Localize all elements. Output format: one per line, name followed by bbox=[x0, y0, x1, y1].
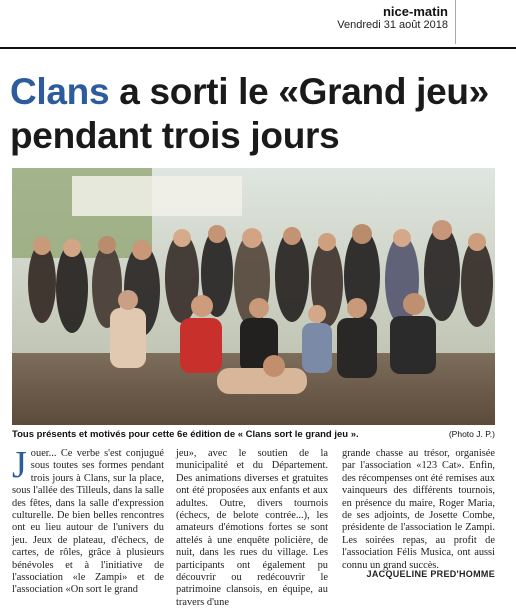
masthead-divider bbox=[455, 0, 456, 44]
article-headline bbox=[10, 70, 510, 158]
publication-date: Vendredi 31 août 2018 bbox=[337, 19, 448, 31]
dropcap: J bbox=[12, 444, 27, 486]
column-3-text: grande chasse au trésor, organisée par l'association «123 Cat». Enfin, des récompenses ont été remises aux vainqueurs des différents tournois, en présence du maire, Roger Maria, de ses adjoints, de Josette Combe, présidente de l'association le Zampi. Les soirées repas, au profit de l'association Félis Musica, ont aussi connu un grand succès. bbox=[342, 448, 495, 571]
group-photo bbox=[12, 168, 495, 425]
photo-credit: (Photo J. P.) bbox=[448, 429, 495, 439]
photo-caption bbox=[12, 429, 495, 443]
masthead-rule bbox=[0, 47, 516, 49]
headline-rest: a sorti le «Grand jeu» pendant trois jours bbox=[10, 71, 489, 156]
article-column-1 bbox=[12, 444, 164, 597]
article-column-2 bbox=[176, 448, 328, 609]
article-column-3 bbox=[342, 448, 495, 572]
masthead bbox=[0, 0, 516, 44]
caption-text: Tous présents et motivés pour cette 6e édition de « Clans sort le grand jeu ». bbox=[12, 429, 359, 440]
headline-accent: Clans bbox=[10, 71, 110, 112]
column-2-text: jeu», avec le soutien de la municipalité et du Département. Des animations diverses et gratuites ont été proposées aux enfants et aux adultes. Outre, divers tournois (échecs, de belote contrée...), les amateurs d'émotions fortes se sont attelés à une enquête policière, de nuit, dans les rues du village. Les participants ont également pu découvrir ou redécouvrir le patrimoine clansois, en équipe, au travers d'une bbox=[176, 448, 328, 608]
author-signature: JACQUELINE PRED'HOMME bbox=[366, 569, 495, 579]
publication-name: nice-matin bbox=[382, 4, 448, 19]
column-1-text: ouer... Ce verbe s'est conjugué sous toutes ses formes pendant trois jours à Clans, sur la place, sous l'allée des Tilleuls, dans la salle des fêtes, dans la salle d'expression culturelle. De bien belles rencontres ont eu lieu autour de l'univers du jeu. Jeux de plateau, d'échecs, de cartes, de rôles, grâce à plusieurs bénévoles et à l'initiative de l'association «le Zampi» et de l'association «On sort le grand bbox=[12, 448, 164, 596]
